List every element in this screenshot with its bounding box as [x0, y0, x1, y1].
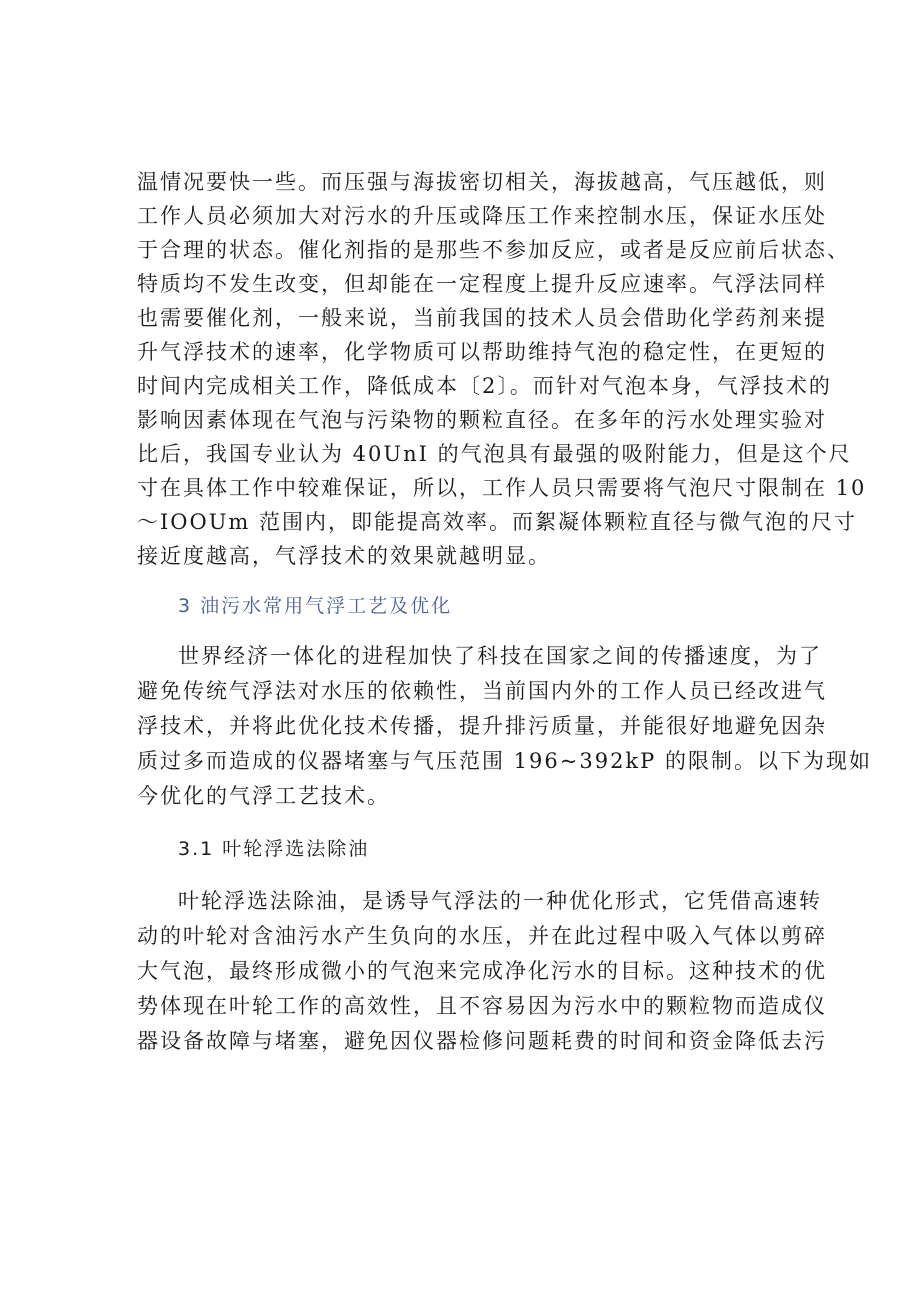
paragraph-line: 寸在具体工作中较难保证，所以，工作人员只需要将气泡尺寸限制在 10 — [137, 476, 867, 500]
paragraph-line: 温情况要快一些。而压强与海拔密切相关，海拔越高，气压越低，则 — [137, 170, 827, 194]
paragraph-line: 叶轮浮选法除油，是诱导气浮法的一种优化形式，它凭借高速转 — [178, 889, 822, 913]
paragraph-line: 器设备故障与堵塞，避免因仪器检修问题耗费的时间和资金降低去污 — [137, 1029, 827, 1053]
paragraph-line: 接近度越高，气浮技术的效果就越明显。 — [137, 544, 551, 568]
section-heading: 3 油污水常用气浮工艺及优化 — [178, 595, 453, 617]
paragraph-line: 特质均不发生改变，但却能在一定程度上提升反应速率。气浮法同样 — [137, 272, 827, 296]
paragraph-line: 浮技术，并将此优化技术传播，提升排污质量，并能很好地避免因杂 — [137, 714, 827, 738]
paragraph-line: 也需要催化剂，一般来说，当前我国的技术人员会借助化学药剂来提 — [137, 306, 827, 330]
paragraph-line: 工作人员必须加大对污水的升压或降压工作来控制水压，保证水压处 — [137, 204, 827, 228]
paragraph-line: 动的叶轮对含油污水产生负向的水压，并在此过程中吸入气体以剪碎 — [137, 924, 827, 948]
paragraph-line: 质过多而造成的仪器堵塞与气压范围 196~392kP 的限制。以下为现如 — [137, 749, 872, 773]
subsection-heading: 3.1 叶轮浮选法除油 — [178, 838, 370, 860]
paragraph-line: 于合理的状态。催化剂指的是那些不参加反应，或者是反应前后状态、 — [137, 238, 850, 262]
paragraph-line: ～IOOUm 范围内，即能提高效率。而絮凝体颗粒直径与微气泡的尺寸 — [137, 510, 858, 534]
paragraph-line: 升气浮技术的速率，化学物质可以帮助维持气泡的稳定性，在更短的 — [137, 340, 827, 364]
paragraph-line: 势体现在叶轮工作的高效性，且不容易因为污水中的颗粒物而造成仪 — [137, 994, 827, 1018]
paragraph-line: 世界经济一体化的进程加快了科技在国家之间的传播速度，为了 — [178, 644, 822, 668]
paragraph-line: 避免传统气浮法对水压的依赖性，当前国内外的工作人员已经改进气 — [137, 679, 827, 703]
paragraph-line: 时间内完成相关工作，降低成本〔2〕。而针对气泡本身，气浮技术的 — [137, 374, 832, 398]
paragraph-line: 大气泡，最终形成微小的气泡来完成净化污水的目标。这种技术的优 — [137, 959, 827, 983]
paragraph-line: 影响因素体现在气泡与污染物的颗粒直径。在多年的污水处理实验对 — [137, 408, 827, 432]
paragraph-line: 比后，我国专业认为 40UnI 的气泡具有最强的吸附能力，但是这个尺 — [137, 442, 852, 466]
paragraph-line: 今优化的气浮工艺技术。 — [137, 784, 390, 808]
